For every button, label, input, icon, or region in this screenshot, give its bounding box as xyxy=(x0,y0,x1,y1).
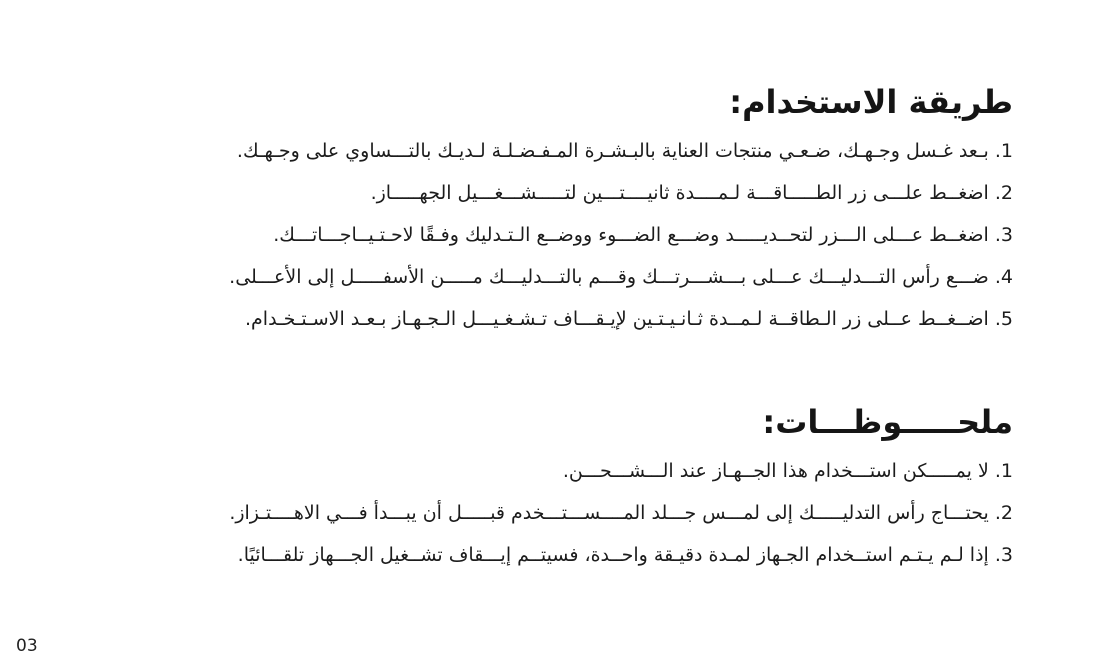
usage-heading: طريقة الاستخدام: xyxy=(729,83,1013,121)
usage-step-3: 3. اضغــط عـــلى الـــزر لتحــديـــــد وضـــع الضـــوء ووضــع الـتـدليك وفـقًا لاحـتـيــاجـــاتـــك. xyxy=(273,224,1013,246)
note-item-2: 2. يحتـــاج رأس التدليـــــك إلى لمـــس جـــلد المــــســـتـــخدم قبـــــل أن يبـــدأ فـــي الاهــــتـزاز. xyxy=(229,502,1013,524)
usage-step-2: 2. اضغــط علـــى زر الطـــــاقـــة لـمــــدة ثانيــــتـــين لتـــــشـــغـــيل الجهـــــاز. xyxy=(370,182,1013,204)
note-item-1: 1. لا يمـــــكن استـــخدام هذا الجــهـاز عند الـــشـــحـــن. xyxy=(562,460,1013,482)
notes-section xyxy=(53,400,1013,576)
notes-heading: ملحـــــوظـــات: xyxy=(762,403,1013,441)
note-item-3: 3. إذا لـم يـتـم استــخدام الجـهاز لمـدة دقيـقة واحــدة، فسيتــم إيـــقاف تشــغيل الجـــهاز تلقـــائيًا. xyxy=(237,544,1013,566)
usage-step-4: 4. ضـــع رأس التـــدليـــك عـــلى بـــشـــرتـــك وقـــم بالتـــدليـــك مـــــن الأسفـــــل إلى الأعـــلى. xyxy=(229,266,1013,288)
usage-step-1: 1. بـعد غـسل وجـهـك، ضـعـي منتجات العناية بالبـشـرة المـفـضـلـة لـديـك بالتـــساوي على وجـهـك. xyxy=(236,140,1013,162)
usage-steps-list xyxy=(53,130,1013,340)
usage-step-5: 5. اضــغــط عــلى زر الـطاقــة لـمــدة ثـانـيـتـين لإيـقـــاف تـشـغـيـــل الـجـهـاز بـعـد الاسـتـخـدام. xyxy=(244,308,1013,330)
usage-section xyxy=(53,80,1013,340)
page-number: 03 xyxy=(16,636,38,656)
notes-list xyxy=(53,450,1013,576)
